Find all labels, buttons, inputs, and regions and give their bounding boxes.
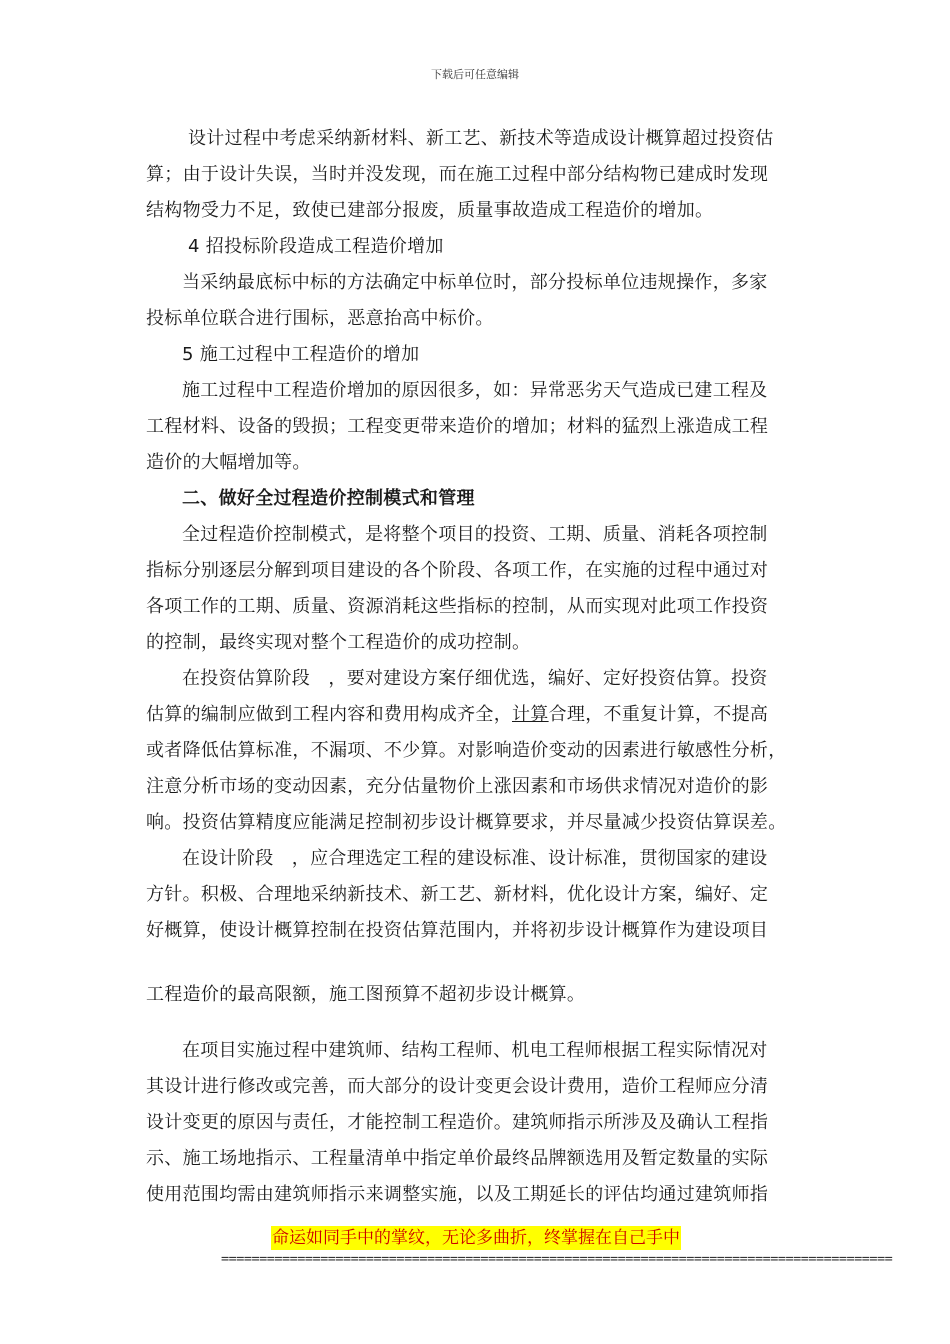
body-line: 造价的大幅增加等。 (146, 452, 311, 473)
body-line: 算；由于设计失误，当时并没发现，而在施工过程中部分结构物已建成时发现 (146, 164, 769, 185)
body-line: 好概算，使设计概算控制在投资估算范围内，并将初步设计概算作为建设项目 (146, 920, 769, 941)
body-line: 指标分别逐层分解到项目建设的各个阶段、各项工作，在实施的过程中通过对 (146, 560, 769, 581)
body-line: 设计过程中考虑采纳新材料、新工艺、新技术等造成设计概算超过投资估 (188, 128, 774, 149)
body-line: 方针。积极、合理地采纳新技术、新工艺、新材料，优化设计方案，编好、定 (146, 884, 769, 905)
body-line: 当采纳最底标中标的方法确定中标单位时，部分投标单位违规操作，多家 (182, 272, 768, 293)
body-line: 在设计阶段 ，应合理选定工程的建设标准、设计标准，贯彻国家的建设 (182, 848, 768, 869)
footer-motto: 命运如同手中的掌纹，无论多曲折，终掌握在自己手中 (272, 1228, 680, 1248)
body-line: 响。投资估算精度应能满足控制初步设计概算要求，并尽量减少投资估算误差。 (146, 812, 787, 833)
page-header: 下载后可任意编辑 (431, 68, 519, 81)
chapter-heading: 二、做好全过程造价控制模式和管理 (182, 488, 475, 509)
calculate-link[interactable]: 计算 (512, 704, 549, 725)
body-line-part: 合理，不重复计算，不提高 (548, 704, 769, 725)
body-line: 工程材料、设备的毁损；工程变更带来造价的增加；材料的猛烈上涨造成工程 (146, 416, 769, 437)
body-line: 工程造价的最高限额，施工图预算不超初步设计概算。 (146, 984, 586, 1005)
section-heading: 5 施工过程中工程造价的增加 (182, 344, 420, 365)
body-line: 示、施工场地指示、工程量清单中指定单价最终品牌额选用及暂定数量的实际 (146, 1148, 769, 1169)
body-line: 在投资估算阶段 ，要对建设方案仔细优选，编好、定好投资估算。投资 (182, 668, 768, 689)
section-heading: 4 招投标阶段造成工程造价增加 (188, 236, 444, 257)
body-line: 全过程造价控制模式，是将整个项目的投资、工期、质量、消耗各项控制 (182, 524, 768, 545)
body-line: 使用范围均需由建筑师指示来调整实施，以及工期延长的评估均通过建筑师指 (146, 1184, 769, 1205)
body-line (146, 704, 826, 726)
body-line: 施工过程中工程造价增加的原因很多，如：异常恶劣天气造成已建工程及 (182, 380, 768, 401)
body-line: 注意分析市场的变动因素，充分估量物价上涨因素和市场供求情况对造价的影 (146, 776, 769, 797)
footer-rule: ======================================================================================== (221, 1251, 893, 1267)
body-line-part: 估算的编制应做到工程内容和费用构成齐全， (146, 704, 512, 725)
body-line: 投标单位联合进行围标，恶意抬高中标价。 (146, 308, 494, 329)
body-line: 结构物受力不足，致使已建部分报废，质量事故造成工程造价的增加。 (146, 200, 714, 221)
body-line: 或者降低估算标准，不漏项、不少算。对影响造价变动的因素进行敏感性分析， (146, 740, 787, 761)
body-line: 在项目实施过程中建筑师、结构工程师、机电工程师根据工程实际情况对 (182, 1040, 768, 1061)
body-line: 设计变更的原因与责任，才能控制工程造价。建筑师指示所涉及及确认工程指 (146, 1112, 769, 1133)
body-line: 的控制，最终实现对整个工程造价的成功控制。 (146, 632, 531, 653)
body-line: 各项工作的工期、质量、资源消耗这些指标的控制，从而实现对此项工作投资 (146, 596, 769, 617)
body-line: 其设计进行修改或完善，而大部分的设计变更会设计费用，造价工程师应分清 (146, 1076, 769, 1097)
